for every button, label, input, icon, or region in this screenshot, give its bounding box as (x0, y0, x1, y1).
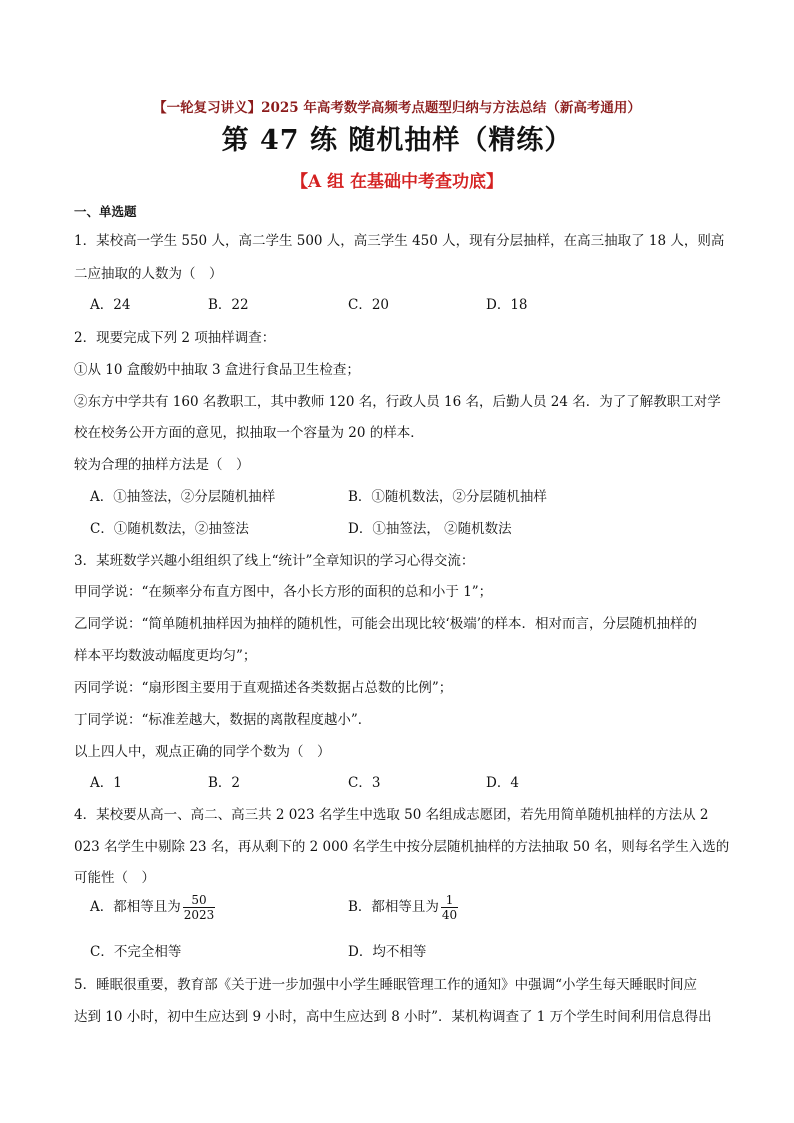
q3-line-2: 甲同学说：“在频率分布直方图中，各小长方形的面积的总和小于 1”； (74, 584, 493, 600)
q3-line-3: 乙同学说：“简单随机抽样因为抽样的随机性，可能会出现比较‘极端’的样本．相对而言，分层随机抽样的 (74, 616, 697, 632)
q4-option-d: D．均不相等 (348, 944, 427, 960)
q4-line-3: 可能性（ ） (74, 870, 155, 886)
q2-line-1: 2．现要完成下列 2 项抽样调查： (74, 330, 276, 346)
q1-option-d: D．18 (486, 297, 528, 313)
q4-option-b-numerator: 1 (441, 893, 458, 908)
q4-line-2: 023 名学生中剔除 23 名，再从剩下的 2 000 名学生中按分层随机抽样的方法抽取 50 名，则每名学生入选的 (74, 839, 730, 855)
series-title: 【一轮复习讲义】2025 年高考数学高频考点题型归纳与方法总结（新高考通用） (153, 100, 641, 116)
q2-option-b: B．①随机数法，②分层随机抽样 (348, 489, 547, 505)
q4-line-1: 4．某校要从高一、高二、高三共 2 023 名学生中选取 50 名组成志愿团，若先用简单随机抽样的方法从 2 (74, 807, 709, 823)
q3-line-7: 以上四人中，观点正确的同学个数为（ ） (74, 744, 331, 760)
q3-line-5: 丙同学说：“扇形图主要用于直观描述各类数据占总数的比例”； (74, 680, 453, 696)
q2-option-c: C．①随机数法，②抽签法 (90, 521, 249, 537)
q4-option-b (348, 893, 458, 922)
q1-line-2: 二应抽取的人数为（ ） (74, 266, 223, 282)
q2-option-d: D．①抽签法， ②随机数法 (348, 521, 512, 537)
q1-line-1: 1．某校高一学生 550 人，高二学生 500 人，高三学生 450 人，现有分层抽样，在高三抽取了 18 人，则高 (74, 233, 725, 249)
q4-option-a (90, 893, 215, 922)
q1-option-b: B．22 (208, 297, 249, 313)
q3-line-4: 样本平均数波动幅度更均匀”； (74, 648, 257, 664)
q4-option-c: C．不完全相等 (90, 944, 182, 960)
q1-option-a: A．24 (90, 297, 131, 313)
q5-line-2: 达到 10 小时，初中生应达到 9 小时，高中生应达到 8 小时”．某机构调查了 1 万个学生时间利用信息得出 (74, 1009, 712, 1025)
q3-option-a: A．1 (90, 775, 122, 791)
q4-option-a-label: A．都相等且为 (90, 899, 181, 915)
q4-option-b-label: B．都相等且为 (348, 899, 439, 915)
q1-option-c: C．20 (348, 297, 390, 313)
q4-option-a-fraction (183, 893, 216, 922)
q3-option-d: D．4 (486, 775, 519, 791)
q3-line-1: 3．某班数学兴趣小组组织了线上“统计”全章知识的学习心得交流： (74, 553, 475, 569)
q3-line-6: 丁同学说：“标准差越大，数据的离散程度越小”． (74, 712, 372, 728)
q3-option-c: C．3 (348, 775, 381, 791)
q2-line-5: 较为合理的抽样方法是（ ） (74, 457, 250, 473)
q4-option-a-denominator: 2023 (183, 908, 215, 922)
group-title: 【A 组 在基础中考查功底】 (290, 172, 504, 192)
q2-line-2: ①从 10 盒酸奶中抽取 3 盒进行食品卫生检查； (74, 362, 360, 378)
q2-line-4: 校在校务公开方面的意见，拟抽取一个容量为 20 的样本． (74, 425, 424, 441)
q4-option-b-denominator: 40 (441, 908, 458, 922)
section-heading: 一、单选题 (74, 204, 137, 219)
q2-option-a: A．①抽签法，②分层随机抽样 (90, 489, 276, 505)
q2-line-3: ②东方中学共有 160 名教职工，其中教师 120 名，行政人员 16 名，后勤人员 24 名．为了了解教职工对学 (74, 394, 721, 410)
page-title: 第 47 练 随机抽样（精练） (221, 125, 573, 156)
q4-option-b-fraction (441, 893, 458, 922)
q4-option-a-numerator: 50 (183, 893, 216, 908)
q5-line-1: 5．睡眠很重要，教育部《关于进一步加强中小学生睡眠管理工作的通知》中强调“小学生每天睡眠时间应 (74, 977, 697, 993)
q3-option-b: B．2 (208, 775, 241, 791)
